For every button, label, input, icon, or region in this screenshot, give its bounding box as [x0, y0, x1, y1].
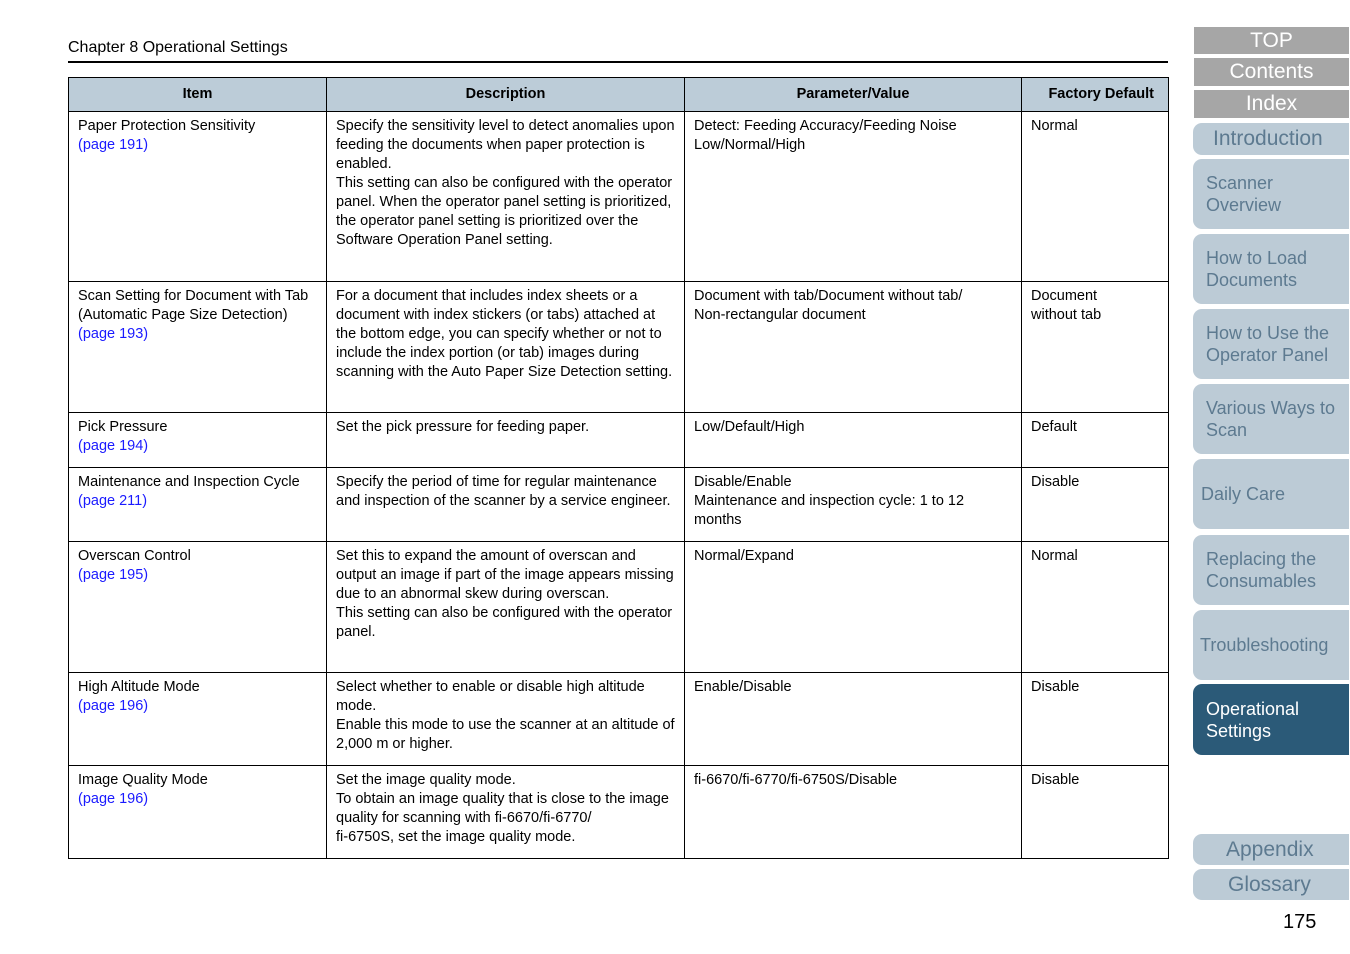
default-cell: Document without tab — [1022, 282, 1169, 413]
table-header-row — [69, 78, 1169, 112]
default-cell: Default — [1022, 413, 1169, 468]
column-header-description: Description — [327, 78, 685, 112]
default-cell: Normal — [1022, 112, 1169, 282]
table-row — [69, 673, 1169, 766]
item-name: Image Quality Mode — [78, 772, 208, 788]
description-cell: Set the image quality mode. To obtain an image quality that is close to the image quality for scanning with fi-6670/fi-6770/ fi-6750S, set the image quality mode. — [327, 766, 685, 859]
item-cell — [69, 413, 327, 468]
item-cell — [69, 673, 327, 766]
description-cell: Select whether to enable or disable high altitude mode. Enable this mode to use the scanner at an altitude of 2,000 m or higher. — [327, 673, 685, 766]
table-row — [69, 413, 1169, 468]
contents-button[interactable]: Contents — [1194, 58, 1349, 86]
default-cell: Disable — [1022, 468, 1169, 542]
tab-troubleshooting[interactable]: Troubleshooting — [1193, 610, 1349, 680]
tab-various-ways-to-scan[interactable]: Various Ways to Scan — [1193, 384, 1349, 454]
table-row — [69, 282, 1169, 413]
description-cell: Specify the period of time for regular maintenance and inspection of the scanner by a service engineer. — [327, 468, 685, 542]
page-link[interactable]: (page 195) — [78, 567, 149, 583]
item-name: Scan Setting for Document with Tab (Automatic Page Size Detection) — [78, 288, 309, 323]
column-header-parameter: Parameter/Value — [685, 78, 1022, 112]
tab-introduction[interactable]: Introduction — [1193, 123, 1349, 155]
description-cell: Set the pick pressure for feeding paper. — [327, 413, 685, 468]
tab-appendix[interactable]: Appendix — [1193, 834, 1349, 865]
table-row — [69, 766, 1169, 859]
page-link[interactable]: (page 193) — [78, 326, 149, 342]
default-cell: Disable — [1022, 673, 1169, 766]
parameter-cell: Disable/Enable Maintenance and inspection cycle: 1 to 12 months — [685, 468, 1022, 542]
table-row — [69, 468, 1169, 542]
parameter-cell: Low/Default/High — [685, 413, 1022, 468]
parameter-cell: fi-6670/fi-6770/fi-6750S/Disable — [685, 766, 1022, 859]
item-cell — [69, 766, 327, 859]
tab-how-to-load-documents[interactable]: How to Load Documents — [1193, 234, 1349, 304]
item-cell — [69, 112, 327, 282]
settings-table — [68, 77, 1169, 859]
item-cell — [69, 468, 327, 542]
default-cell: Disable — [1022, 766, 1169, 859]
parameter-cell: Document with tab/Document without tab/ Non-rectangular document — [685, 282, 1022, 413]
column-header-item: Item — [69, 78, 327, 112]
parameter-cell: Detect: Feeding Accuracy/Feeding Noise Low/Normal/High — [685, 112, 1022, 282]
table-row — [69, 542, 1169, 673]
page-number: 175 — [1283, 911, 1317, 933]
page-link[interactable]: (page 196) — [78, 698, 149, 714]
item-name: Pick Pressure — [78, 419, 168, 435]
item-name: Maintenance and Inspection Cycle — [78, 474, 300, 490]
tab-replacing-consumables[interactable]: Replacing the Consumables — [1193, 535, 1349, 605]
index-button[interactable]: Index — [1194, 90, 1349, 118]
description-cell: For a document that includes index sheets or a document with index stickers (or tabs) attached at the bottom edge, you can specify whether or not to include the index portion (or tab) images during scanning with the Auto Paper Size Detection setting. — [327, 282, 685, 413]
item-cell — [69, 542, 327, 673]
page-link[interactable]: (page 211) — [78, 493, 148, 509]
page-link[interactable]: (page 194) — [78, 438, 149, 454]
parameter-cell: Enable/Disable — [685, 673, 1022, 766]
description-cell: Specify the sensitivity level to detect anomalies upon feeding the documents when paper protection is enabled. This setting can also be configured with the operator panel. When the operator panel setting is prioritized, the operator panel setting is prioritized over the Software Operation Panel setting. — [327, 112, 685, 282]
tab-operational-settings[interactable]: Operational Settings — [1193, 684, 1349, 755]
top-button[interactable]: TOP — [1194, 27, 1349, 54]
tab-daily-care[interactable]: Daily Care — [1193, 459, 1349, 529]
default-cell: Normal — [1022, 542, 1169, 673]
parameter-cell: Normal/Expand — [685, 542, 1022, 673]
tab-glossary[interactable]: Glossary — [1193, 869, 1349, 900]
tab-how-to-use-operator-panel[interactable]: How to Use the Operator Panel — [1193, 309, 1349, 379]
table-row — [69, 112, 1169, 282]
column-header-default: Factory Default — [1022, 78, 1169, 112]
tab-scanner-overview[interactable]: Scanner Overview — [1193, 159, 1349, 229]
item-name: Paper Protection Sensitivity — [78, 118, 256, 134]
description-cell: Set this to expand the amount of overscan and output an image if part of the image appears missing due to an abnormal skew during overscan. This setting can also be configured with the operator panel. — [327, 542, 685, 673]
header-rule — [68, 61, 1168, 63]
page-link[interactable]: (page 196) — [78, 791, 149, 807]
item-name: High Altitude Mode — [78, 679, 200, 695]
chapter-title: Chapter 8 Operational Settings — [68, 39, 288, 56]
item-name: Overscan Control — [78, 548, 191, 564]
item-cell — [69, 282, 327, 413]
page-link[interactable]: (page 191) — [78, 137, 149, 153]
